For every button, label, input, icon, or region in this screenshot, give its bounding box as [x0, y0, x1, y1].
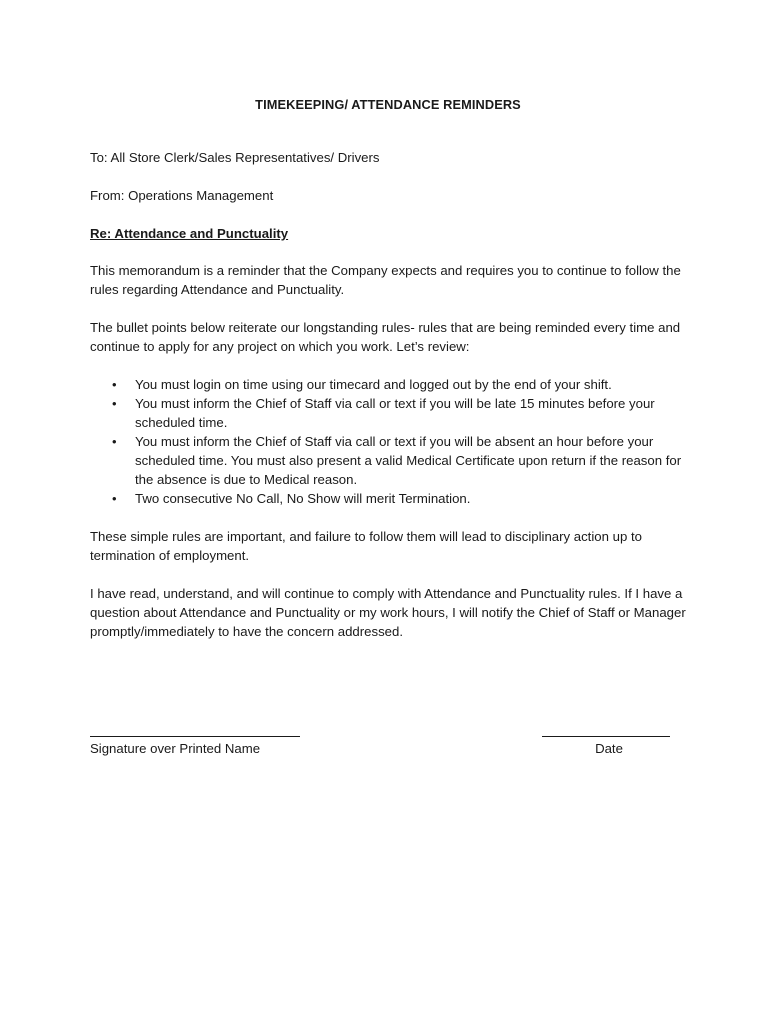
date-label: Date — [595, 741, 623, 756]
memo-from-line: From: Operations Management — [90, 188, 274, 203]
rule-text: You must inform the Chief of Staff via call or text if you will be absent an hour before your scheduled time. You must also present a valid Medical Certificate upon return if the reason for the absence is due to Medical reason. — [135, 434, 682, 487]
rule-text: You must inform the Chief of Staff via call or text if you will be late 15 minutes before your scheduled time. — [135, 396, 655, 430]
rules-list — [90, 375, 686, 508]
memo-body — [90, 95, 686, 660]
review-intro-paragraph: The bullet points below reiterate our longstanding rules- rules that are being reminded every time and continue to apply for any project on which you work. Let’s review: — [90, 320, 681, 354]
acknowledgement-paragraph: I have read, understand, and will continue to comply with Attendance and Punctuality rules. If I have a question about Attendance and Punctuality or my work hours, I will notify the Chief of Staff or Manager promptly/immediately to have the concern addressed. — [90, 586, 686, 639]
signature-line — [90, 736, 300, 737]
intro-paragraph: This memorandum is a reminder that the Company expects and requires you to continue to follow the rules regarding Attendance and Punctuality. — [90, 263, 681, 297]
date-line — [542, 736, 670, 737]
memo-to-line: To: All Store Clerk/Sales Representatives/ Drivers — [90, 150, 380, 165]
memo-subject-line: Re: Attendance and Punctuality — [90, 226, 289, 241]
bullet-icon: • — [112, 377, 117, 392]
rule-item — [90, 394, 686, 432]
rule-item — [90, 375, 686, 394]
date-block — [542, 736, 670, 756]
signature-block — [90, 736, 300, 756]
signature-label: Signature over Printed Name — [90, 741, 261, 756]
bullet-icon: • — [112, 491, 117, 506]
rule-text: You must login on time using our timecard and logged out by the end of your shift. — [135, 377, 612, 392]
rule-item — [90, 489, 686, 508]
warning-paragraph: These simple rules are important, and failure to follow them will lead to disciplinary action up to termination of employment. — [90, 529, 642, 563]
memo-title: TIMEKEEPING/ ATTENDANCE REMINDERS — [255, 97, 521, 112]
rule-item — [90, 432, 686, 489]
bullet-icon: • — [112, 396, 117, 411]
rule-text: Two consecutive No Call, No Show will merit Termination. — [135, 491, 471, 506]
bullet-icon: • — [112, 434, 117, 449]
